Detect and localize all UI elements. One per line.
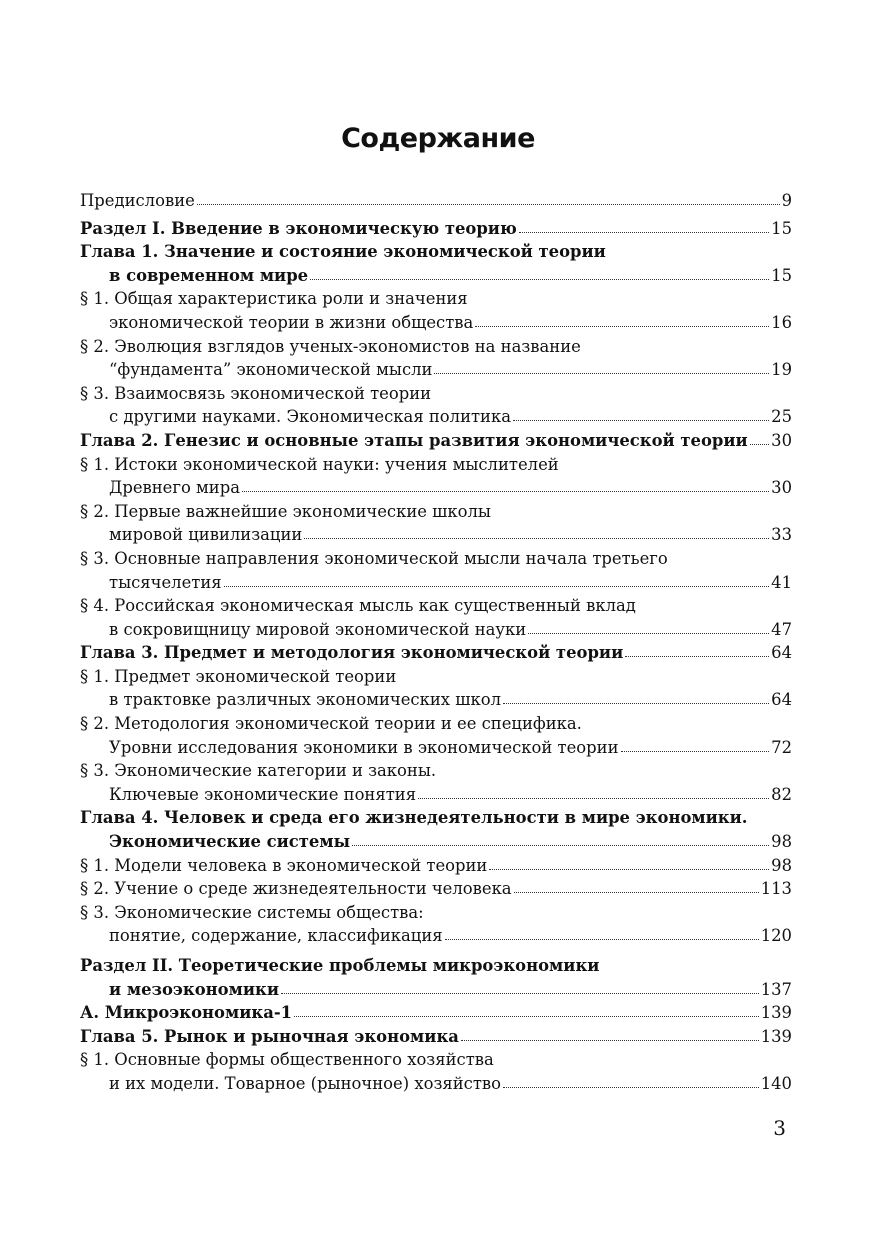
toc-entry-title: Глава 4. Человек и среда его жизнедеятельности в мире экономики. [80,808,748,828]
toc-entry-title: тысячелетия [109,572,222,592]
toc-entry-title: экономической теории в жизни общества [109,312,474,332]
page-title: Содержание [341,123,535,154]
toc-entry[interactable] [80,714,792,738]
toc-entry-title: Раздел I. Введение в экономическую теорию [80,218,517,238]
toc-entry[interactable] [80,360,792,384]
dot-leader [475,325,769,327]
toc-entry[interactable] [80,879,792,903]
toc-entry-page: 72 [771,737,792,757]
toc-entry-title: Глава 3. Предмет и методология экономической теории [80,643,624,663]
toc-entry-page: 15 [771,218,792,238]
dot-leader [528,632,769,634]
toc-entry-page: 16 [771,312,792,332]
toc-entry-page: 25 [771,407,792,427]
toc-entry[interactable] [80,1050,792,1074]
table-of-contents [80,191,792,1098]
toc-entry-title: Экономические системы [109,832,351,852]
dot-leader [621,750,770,752]
dot-leader [503,702,769,704]
dot-leader [224,585,770,587]
toc-entry-page: 41 [771,572,792,592]
toc-entry-page: 15 [771,265,792,285]
toc-entry[interactable] [80,690,792,714]
toc-entry[interactable] [80,1074,792,1098]
toc-entry-title: § 4. Российская экономическая мысль как существенный вклад [80,596,636,616]
dot-leader [519,231,769,233]
toc-entry[interactable] [80,478,792,502]
toc-entry[interactable] [80,525,792,549]
dot-leader [304,537,769,539]
toc-entry-title: понятие, содержание, классификация [109,926,443,946]
toc-entry-title: с другими науками. Экономическая политика [109,407,512,427]
dot-leader [294,1015,759,1017]
toc-entry-title: А. Микроэкономика-1 [80,1003,293,1023]
toc-entry[interactable] [80,1003,792,1027]
toc-entry-page: 113 [760,879,792,899]
toc-entry-title: § 3. Экономические категории и законы. [80,761,437,781]
toc-entry[interactable] [80,1027,792,1051]
toc-entry-page: 139 [760,1026,792,1046]
toc-entry-title: § 2. Учение о среде жизнедеятельности человека [80,879,512,899]
toc-entry-page: 98 [771,832,792,852]
toc-entry-title: и их модели. Товарное (рыночное) хозяйство [109,1073,501,1093]
toc-entry-title: Предисловие [80,191,195,210]
toc-entry-title: Глава 5. Рынок и рыночная экономика [80,1026,459,1046]
toc-entry[interactable] [80,761,792,785]
toc-entry-page: 137 [760,979,792,999]
toc-entry[interactable] [80,191,792,215]
toc-entry-page: 30 [771,430,792,450]
toc-entry[interactable] [80,289,792,313]
toc-entry-title: § 3. Взаимосвязь экономической теории [80,383,432,403]
toc-entry-title: Глава 2. Генезис и основные этапы развития экономической теории [80,430,748,450]
toc-entry[interactable] [80,785,792,809]
toc-entry-title: § 2. Эволюция взглядов ученых-экономистов на название [80,336,581,356]
dot-leader [310,278,769,280]
toc-entry-page: 64 [771,690,792,710]
toc-entry[interactable] [80,808,792,832]
toc-entry[interactable] [80,956,792,980]
toc-entry-title: в сокровищницу мировой экономической науки [109,619,527,639]
dot-leader [281,992,759,994]
toc-entry-title: § 3. Основные направления экономической мысли начала третьего [80,548,668,568]
toc-entry-title: Раздел II. Теоретические проблемы микроэкономики [80,956,600,975]
toc-entry[interactable] [80,856,792,880]
toc-entry[interactable] [80,596,792,620]
toc-entry-title: Древнего мира [109,478,240,498]
page-number: 3 [773,1116,786,1140]
dot-leader [434,372,769,374]
toc-entry-page: 140 [760,1073,792,1093]
toc-entry-title: мировой цивилизации [109,525,303,545]
dot-leader [503,1086,759,1088]
toc-entry[interactable] [80,667,792,691]
toc-entry-title: § 1. Общая характеристика роли и значения [80,289,468,309]
toc-entry-page: 98 [771,855,792,875]
toc-entry-page: 33 [771,525,792,545]
toc-entry[interactable] [80,407,792,431]
dot-leader [513,419,769,421]
toc-entry-page: 64 [771,643,792,663]
toc-entry-title: § 1. Модели человека в экономической теории [80,855,488,875]
toc-entry[interactable] [80,266,792,290]
toc-entry[interactable] [80,455,792,479]
dot-leader [750,443,769,445]
toc-entry[interactable] [80,313,792,337]
toc-entry[interactable] [80,502,792,526]
toc-entry[interactable] [80,738,792,762]
toc-entry-page: 47 [771,619,792,639]
toc-entry-title: § 2. Методология экономической теории и ее специфика. [80,714,582,734]
dot-leader [514,891,759,893]
toc-entry[interactable] [80,384,792,408]
toc-entry-title: Уровни исследования экономики в экономической теории [109,737,619,757]
toc-entry-title: в современном мире [109,265,309,285]
toc-entry-title: § 1. Основные формы общественного хозяйства [80,1050,494,1070]
toc-entry-title: § 2. Первые важнейшие экономические школы [80,501,491,521]
dot-leader [242,490,769,492]
toc-entry-title: и мезоэкономики [109,979,279,999]
dot-leader [352,844,769,846]
toc-entry-title: в трактовке различных экономических школ [109,690,501,710]
toc-entry-title: Ключевые экономические понятия [109,784,417,804]
dot-leader [625,655,769,657]
toc-entry[interactable] [80,219,792,243]
toc-entry[interactable] [80,431,792,455]
dot-leader [445,938,759,940]
toc-entry-title: “фундамента” экономической мысли [109,360,433,380]
toc-entry[interactable] [80,980,792,1004]
toc-entry-title: Глава 1. Значение и состояние экономической теории [80,242,606,262]
toc-entry-page: 9 [781,191,792,210]
toc-entry-title: § 3. Экономические системы общества: [80,902,424,922]
toc-entry-title: § 1. Истоки экономической науки: учения мыслителей [80,454,559,474]
toc-entry[interactable] [80,337,792,361]
dot-leader [418,797,769,799]
dot-leader [197,203,780,205]
toc-entry-page: 30 [771,478,792,498]
toc-entry[interactable] [80,643,792,667]
dot-leader [461,1039,759,1041]
toc-entry[interactable] [80,549,792,573]
toc-entry[interactable] [80,620,792,644]
toc-entry-page: 82 [771,784,792,804]
toc-entry-page: 120 [760,926,792,946]
toc-entry[interactable] [80,903,792,927]
toc-entry-title: § 1. Предмет экономической теории [80,666,397,686]
toc-entry-page: 19 [771,360,792,380]
toc-entry[interactable] [80,832,792,856]
toc-entry[interactable] [80,242,792,266]
dot-leader [489,868,769,870]
toc-entry[interactable] [80,926,792,950]
toc-entry-page: 139 [760,1003,792,1023]
toc-entry[interactable] [80,573,792,597]
